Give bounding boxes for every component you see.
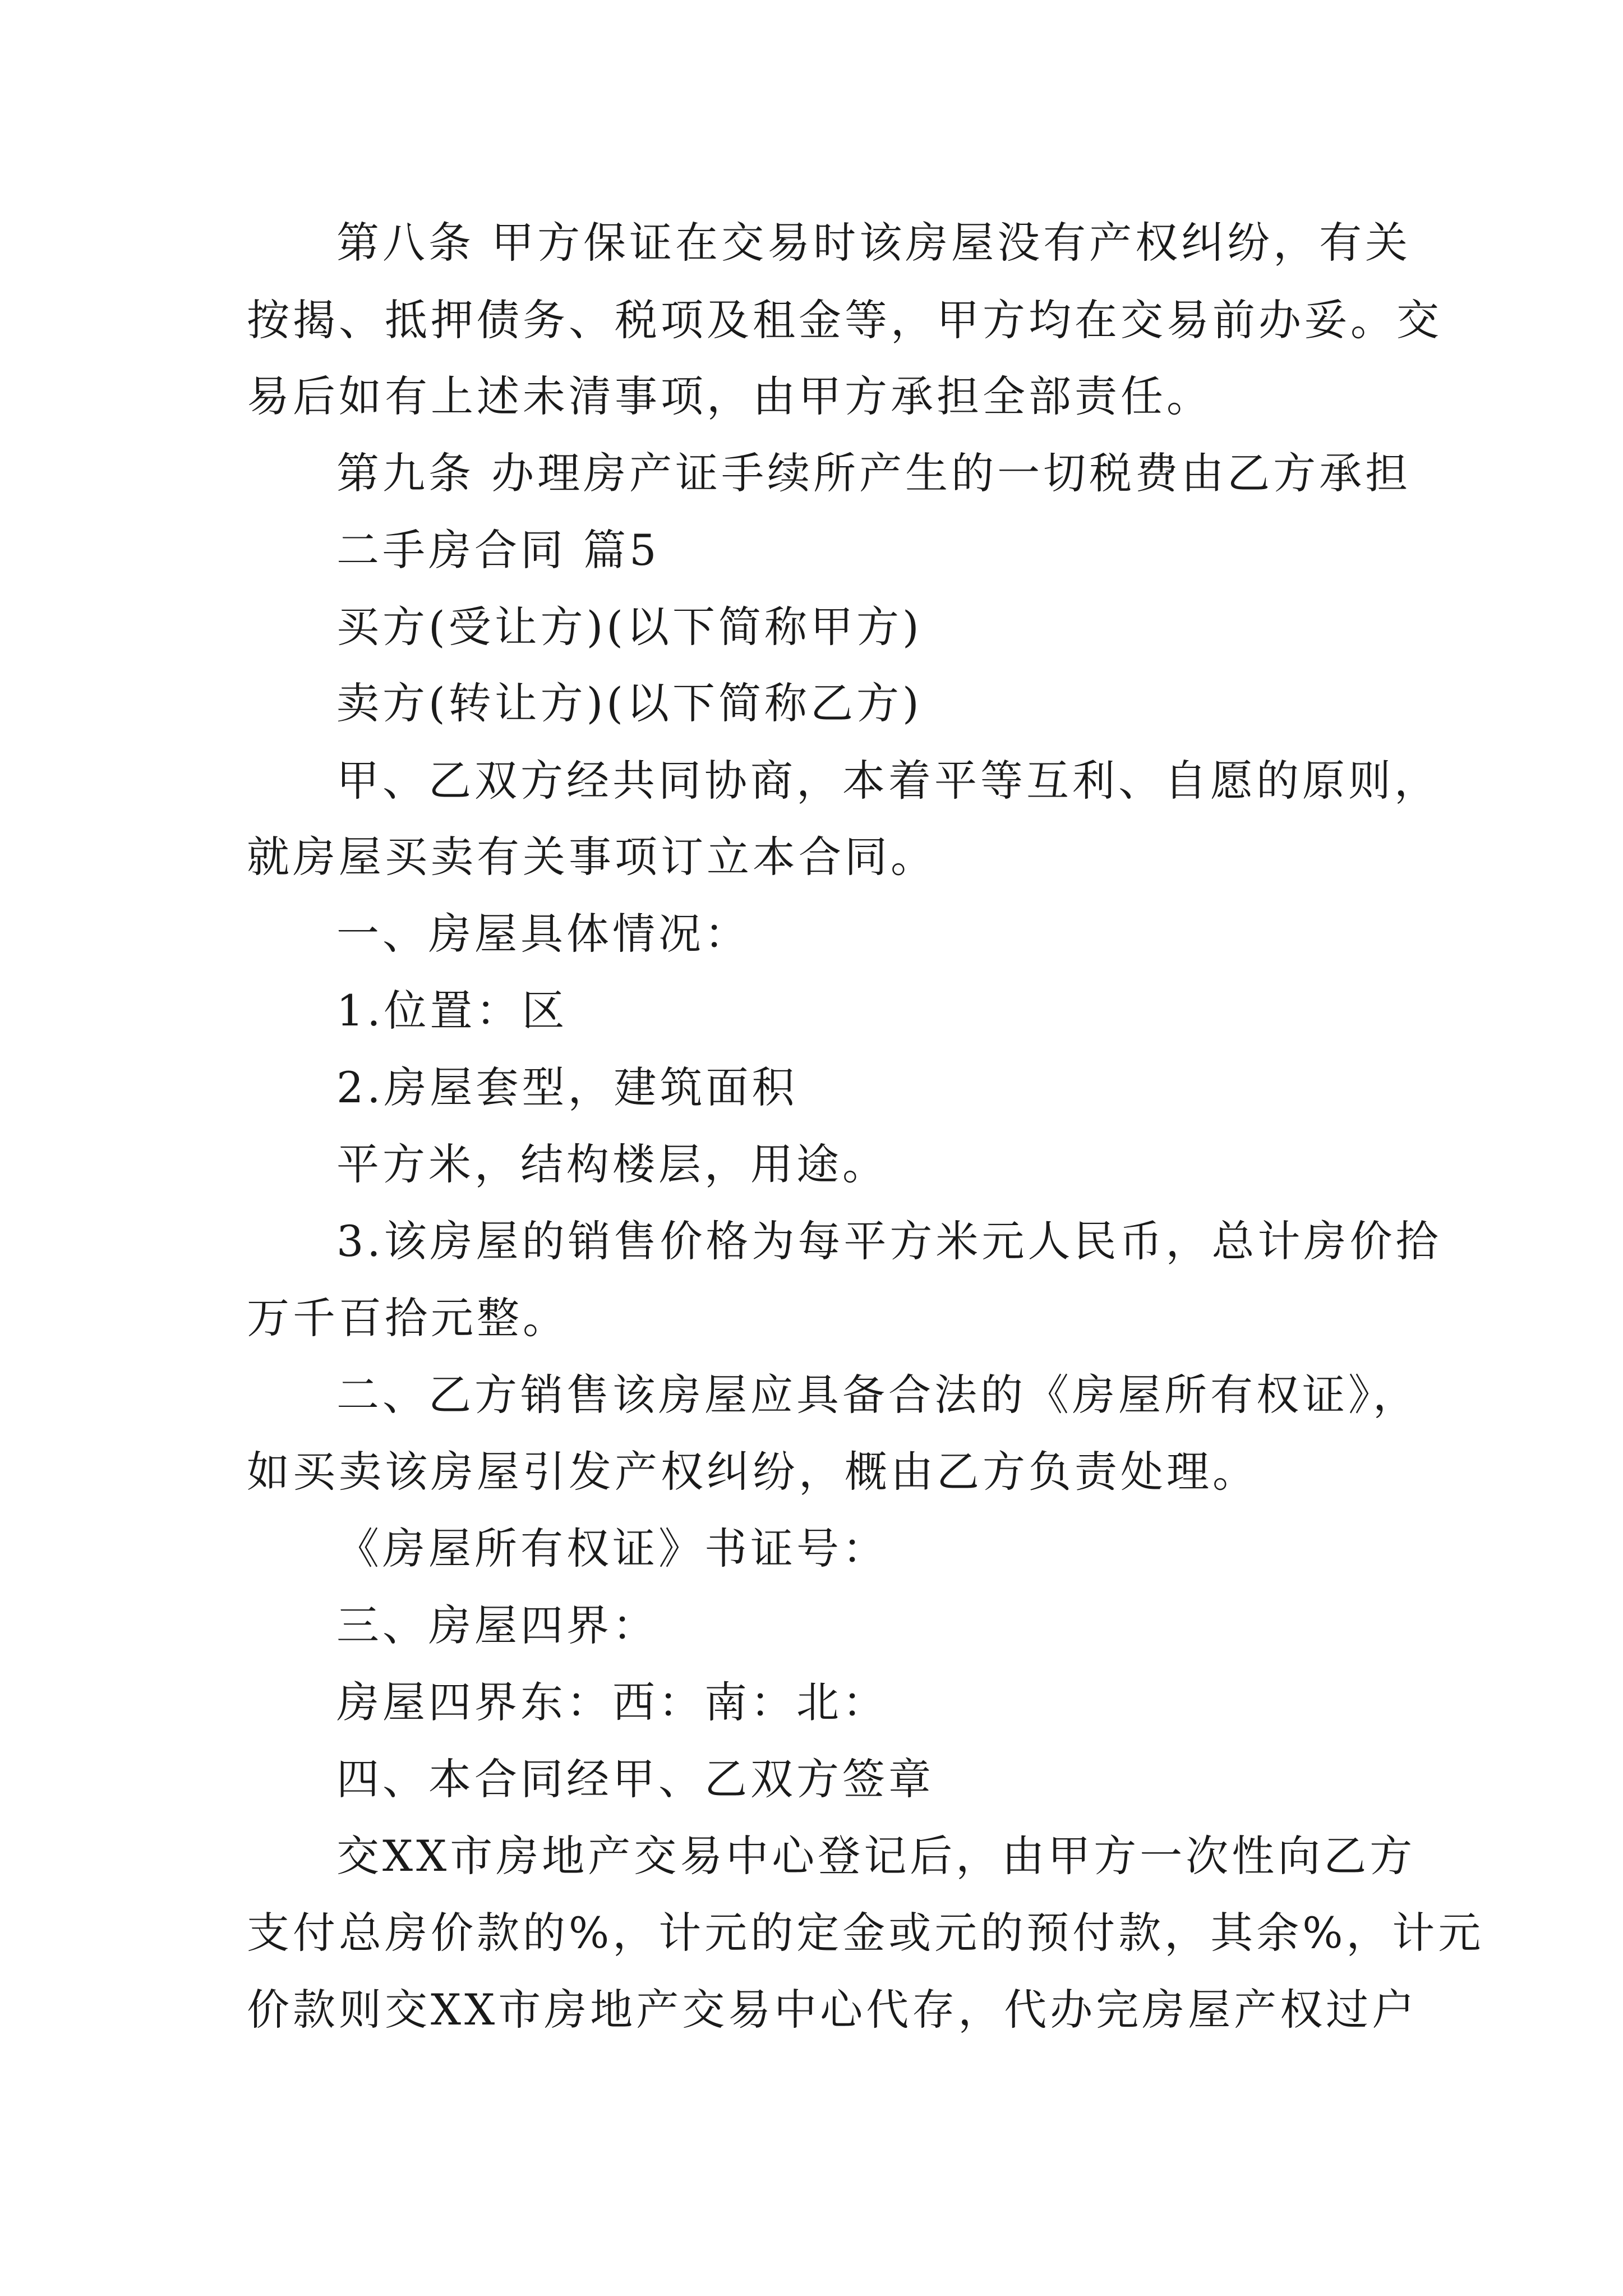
text-line: 二、乙方销售该房屋应具备合法的《房屋所有权证》， [336, 1370, 1419, 1420]
text-line: 房屋四界东：西：南：北： [336, 1677, 888, 1727]
text-line: 易后如有上述未清事项，由甲方承担全部责任。 [247, 371, 1212, 421]
text-line: 三、房屋四界： [336, 1600, 658, 1650]
text-line: 买方(受让方)(以下简称甲方) [336, 602, 923, 652]
text-line: 1.位置：区 [336, 986, 568, 1036]
text-line: 按揭、抵押债务、税项及租金等，甲方均在交易前办妥。交 [247, 295, 1442, 345]
text-line: 平方米，结构楼层，用途。 [336, 1139, 888, 1189]
text-line: 第九条 办理房产证手续所产生的一切税费由乙方承担 [336, 448, 1412, 498]
text-line: 一、房屋具体情况： [336, 909, 750, 959]
text-line: 3.该房屋的销售价格为每平方米元人民币，总计房价拾 [336, 1216, 1442, 1266]
text-line: 万千百拾元整。 [247, 1293, 569, 1343]
text-line: 卖方(转让方)(以下简称乙方) [336, 678, 923, 728]
text-line: 就房屋买卖有关事项订立本合同。 [247, 832, 937, 882]
text-line: 交XX市房地产交易中心登记后，由甲方一次性向乙方 [336, 1831, 1416, 1881]
text-line: 甲、乙双方经共同协商，本着平等互利、自愿的原则， [336, 756, 1440, 806]
text-line: 《房屋所有权证》书证号： [336, 1524, 888, 1573]
text-line: 第八条 甲方保证在交易时该房屋没有产权纠纷，有关 [336, 218, 1412, 268]
text-line: 支付总房价款的%，计元的定金或元的预付款，其余%，计元 [247, 1908, 1484, 1958]
section-heading: 二手房合同 篇5 [336, 525, 660, 575]
text-line: 四、本合同经甲、乙双方签章 [336, 1754, 934, 1804]
text-line: 2.房屋套型，建筑面积 [336, 1062, 798, 1112]
text-line: 如买卖该房屋引发产权纠纷，概由乙方负责处理。 [247, 1447, 1258, 1497]
text-line: 价款则交XX市房地产交易中心代存，代办完房屋产权过户 [247, 1985, 1418, 2035]
